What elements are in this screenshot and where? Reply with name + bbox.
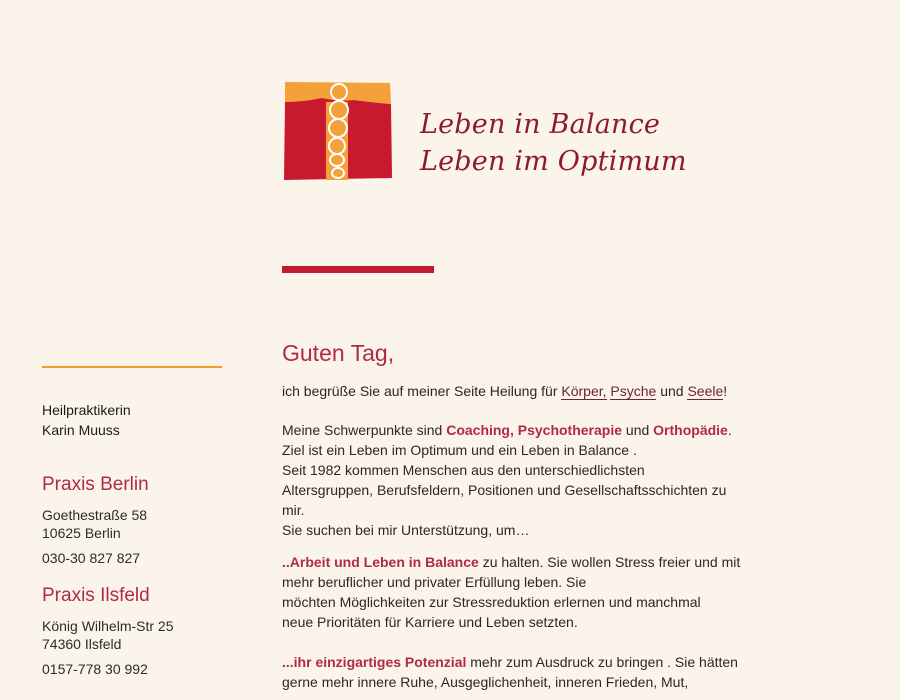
praxis-berlin-city: 10625 Berlin: [42, 525, 121, 541]
link-koerper[interactable]: Körper,: [561, 383, 607, 399]
focus-orthopaedie-link[interactable]: Orthopädie: [653, 422, 728, 438]
focus-coaching-link[interactable]: Coaching, Psychotherapie: [446, 422, 623, 438]
goal-text: Ziel ist ein Leben im Optimum und ein Leben in Balance .: [282, 442, 637, 458]
praxis-ilsfeld-heading: Praxis Ilsfeld: [42, 585, 150, 606]
since-line-1: Seit 1982 kommen Menschen aus den unterschiedlichsten: [282, 462, 645, 478]
balance-line-4: neue Prioritäten für Karriere und Leben setzten.: [282, 614, 578, 630]
sidebar-divider: [42, 366, 222, 368]
tagline-line-1: Leben in Balance: [420, 109, 661, 140]
praxis-ilsfeld-phone[interactable]: 0157-778 30 992: [42, 661, 148, 677]
practitioner-name: Karin Muuss: [42, 422, 120, 438]
link-psyche[interactable]: Psyche: [610, 383, 657, 399]
tagline-line-2: Leben im Optimum: [420, 146, 687, 177]
balance-logo-icon[interactable]: [282, 80, 394, 182]
praxis-ilsfeld-street: König Wilhelm-Str 25: [42, 618, 174, 634]
practitioner-title: [42, 400, 131, 440]
balance-line-2: mehr beruflicher und privater Erfüllung leben. Sie: [282, 574, 587, 590]
intro-und: und: [656, 383, 688, 399]
potential-link[interactable]: ...ihr einzigartiges Potenzial: [282, 654, 467, 670]
practitioner-role: Heilpraktikerin: [42, 402, 131, 418]
focus-und: und: [622, 422, 654, 438]
praxis-berlin-street: Goethestraße 58: [42, 507, 148, 523]
praxis-ilsfeld-city: 74360 Ilsfeld: [42, 636, 122, 652]
potential-line-1: mehr zum Ausdruck zu bringen . Sie hätten: [466, 654, 738, 670]
potential-paragraph: [282, 652, 752, 692]
praxis-berlin-heading: Praxis Berlin: [42, 474, 149, 495]
intro-paragraph: [282, 381, 752, 401]
header-divider: [282, 266, 434, 273]
praxis-berlin-phone[interactable]: 030-30 827 827: [42, 550, 141, 566]
intro-end: !: [723, 383, 728, 399]
since-line-2: Altersgruppen, Berufsfeldern, Positionen und Gesellschaftsschichten zu: [282, 482, 727, 498]
potential-line-2: gerne mehr innere Ruhe, Ausgeglichenheit, inneren Frieden, Mut,: [282, 674, 689, 690]
intro-text: ich begrüße Sie auf meiner Seite Heilung für: [282, 383, 562, 399]
support-text: Sie suchen bei mir Unterstützung, um…: [282, 522, 530, 538]
link-seele[interactable]: Seele: [687, 383, 724, 399]
since-line-3: mir.: [282, 502, 305, 518]
balance-paragraph: [282, 552, 752, 632]
focus-paragraph: [282, 420, 752, 540]
greeting-heading: Guten Tag,: [282, 340, 395, 366]
focus-text: Meine Schwerpunkte sind: [282, 422, 447, 438]
tagline: [420, 106, 687, 180]
balance-line-1: zu halten. Sie wollen Stress freier und mit: [478, 554, 741, 570]
balance-link[interactable]: ..Arbeit und Leben in Balance: [282, 554, 479, 570]
balance-line-3: möchten Möglichkeiten zur Stressreduktion erlernen und manchmal: [282, 594, 701, 610]
focus-period: .: [727, 422, 732, 438]
